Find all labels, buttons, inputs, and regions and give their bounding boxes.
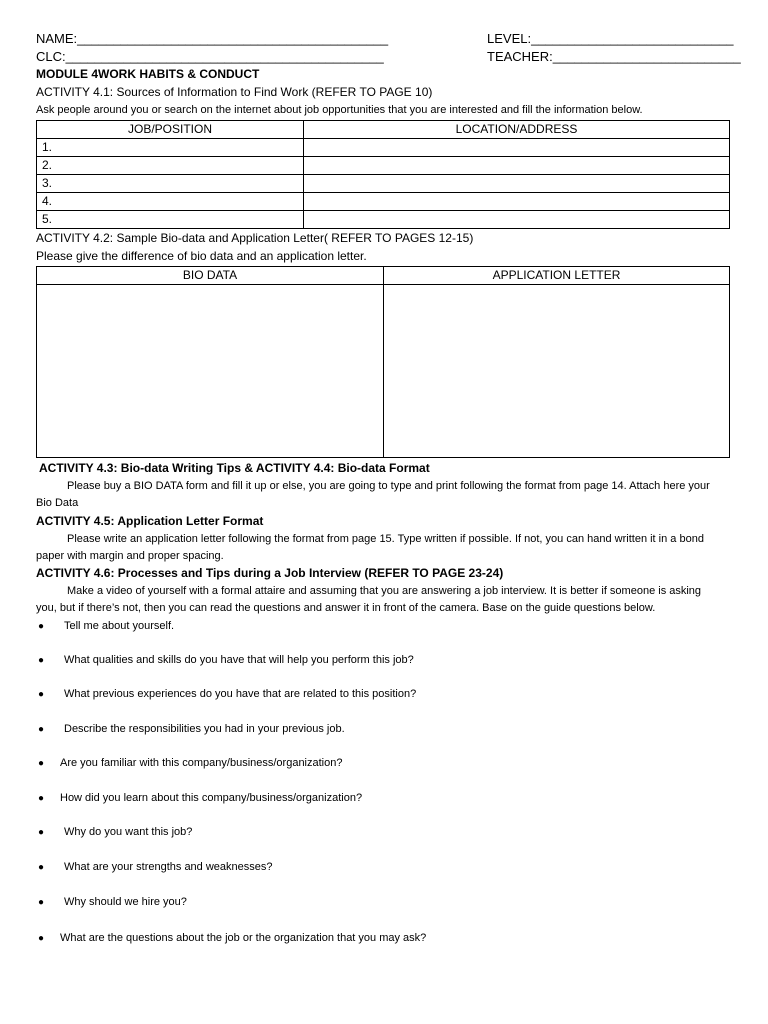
column-header-location-address: LOCATION/ADDRESS xyxy=(304,121,730,139)
table-header-row xyxy=(37,267,730,285)
list-item xyxy=(38,620,174,632)
module-title: MODULE 4WORK HABITS & CONDUCT xyxy=(36,67,260,81)
location-cell[interactable] xyxy=(304,193,730,211)
column-header-application-letter: APPLICATION LETTER xyxy=(384,267,730,285)
question-text: Tell me about yourself. xyxy=(64,620,175,632)
row-number-cell: 2. xyxy=(37,157,304,175)
list-item xyxy=(38,896,187,908)
application-letter-answer-cell[interactable] xyxy=(384,285,730,458)
job-sources-table xyxy=(36,120,730,229)
teacher-field-label: TEACHER:__________________________ xyxy=(487,49,741,64)
row-number-cell: 1. xyxy=(37,139,304,157)
bullet-icon: ● xyxy=(38,689,45,700)
question-text: Are you familiar with this company/business/organization? xyxy=(60,757,343,769)
question-text: How did you learn about this company/business/organization? xyxy=(60,792,363,804)
bullet-icon: ● xyxy=(38,793,45,804)
activity-46-text: Make a video of yourself with a formal attaire and assuming that you are answering a job interview. It is better if someone is asking you, but if there’s not, then you can read the questions and answer it in front of the camera. Base on the guide questions below. xyxy=(36,585,702,614)
question-text: What previous experiences do you have that are related to this position? xyxy=(64,688,417,700)
location-cell[interactable] xyxy=(304,211,730,229)
question-text: What are the questions about the job or the organization that you may ask? xyxy=(60,932,427,944)
question-text: What are your strengths and weaknesses? xyxy=(64,861,273,873)
table-row xyxy=(37,175,730,193)
list-item xyxy=(38,932,426,944)
bullet-icon: ● xyxy=(38,724,45,735)
table-row xyxy=(37,211,730,229)
question-text: Describe the responsibilities you had in your previous job. xyxy=(64,723,345,735)
bullet-icon: ● xyxy=(38,758,45,769)
list-item xyxy=(38,654,414,666)
activity-45-title: ACTIVITY 4.5: Application Letter Format xyxy=(36,514,264,528)
activity-45-text: Please write an application letter following the format from page 15. Type written if possible. If not, you can hand written it in a bond paper with margin and proper spacing. xyxy=(36,533,704,562)
biodata-vs-letter-table xyxy=(36,266,730,458)
table-header-row xyxy=(37,121,730,139)
list-item xyxy=(38,688,416,700)
activity-42-title: ACTIVITY 4.2: Sample Bio-data and Application Letter( REFER TO PAGES 12-15) xyxy=(36,231,474,245)
clc-field-label: CLC:____________________________________________ xyxy=(36,49,384,64)
list-item xyxy=(38,792,362,804)
name-field-label: NAME:___________________________________________ xyxy=(36,31,389,46)
activity-46-title: ACTIVITY 4.6: Processes and Tips during a Job Interview (REFER TO PAGE 23-24) xyxy=(36,566,504,580)
row-number-cell: 4. xyxy=(37,193,304,211)
location-cell[interactable] xyxy=(304,157,730,175)
list-item xyxy=(38,723,345,735)
column-header-bio-data: BIO DATA xyxy=(37,267,384,285)
row-number-cell: 5. xyxy=(37,211,304,229)
list-item xyxy=(38,757,342,769)
table-row xyxy=(37,193,730,211)
question-text: What qualities and skills do you have that will help you perform this job? xyxy=(64,654,414,666)
table-row xyxy=(37,157,730,175)
activity-43-text: Please buy a BIO DATA form and fill it up or else, you are going to type and print following the format from page 14. Attach here your Bio Data xyxy=(36,480,710,509)
bullet-icon: ● xyxy=(38,621,45,632)
question-text: Why do you want this job? xyxy=(64,826,193,838)
level-field-label: LEVEL:____________________________ xyxy=(487,31,734,46)
location-cell[interactable] xyxy=(304,139,730,157)
bullet-icon: ● xyxy=(38,933,45,944)
bullet-icon: ● xyxy=(38,897,45,908)
question-text: Why should we hire you? xyxy=(64,896,187,908)
activity-41-instruction: Ask people around you or search on the internet about job opportunities that you are interested and fill the information below. xyxy=(36,104,643,116)
activity-41-title: ACTIVITY 4.1: Sources of Information to Find Work (REFER TO PAGE 10) xyxy=(36,85,433,99)
location-cell[interactable] xyxy=(304,175,730,193)
table-row xyxy=(37,139,730,157)
bio-data-answer-cell[interactable] xyxy=(37,285,384,458)
list-item xyxy=(38,826,192,838)
bullet-icon: ● xyxy=(38,655,45,666)
bullet-icon: ● xyxy=(38,862,45,873)
row-number-cell: 3. xyxy=(37,175,304,193)
activity-42-instruction: Please give the difference of bio data and an application letter. xyxy=(36,249,367,263)
column-header-job-position: JOB/POSITION xyxy=(37,121,304,139)
activity-43-title: ACTIVITY 4.3: Bio-data Writing Tips & ACTIVITY 4.4: Bio-data Format xyxy=(39,461,430,475)
bullet-icon: ● xyxy=(38,827,45,838)
table-row xyxy=(37,285,730,458)
list-item xyxy=(38,861,273,873)
